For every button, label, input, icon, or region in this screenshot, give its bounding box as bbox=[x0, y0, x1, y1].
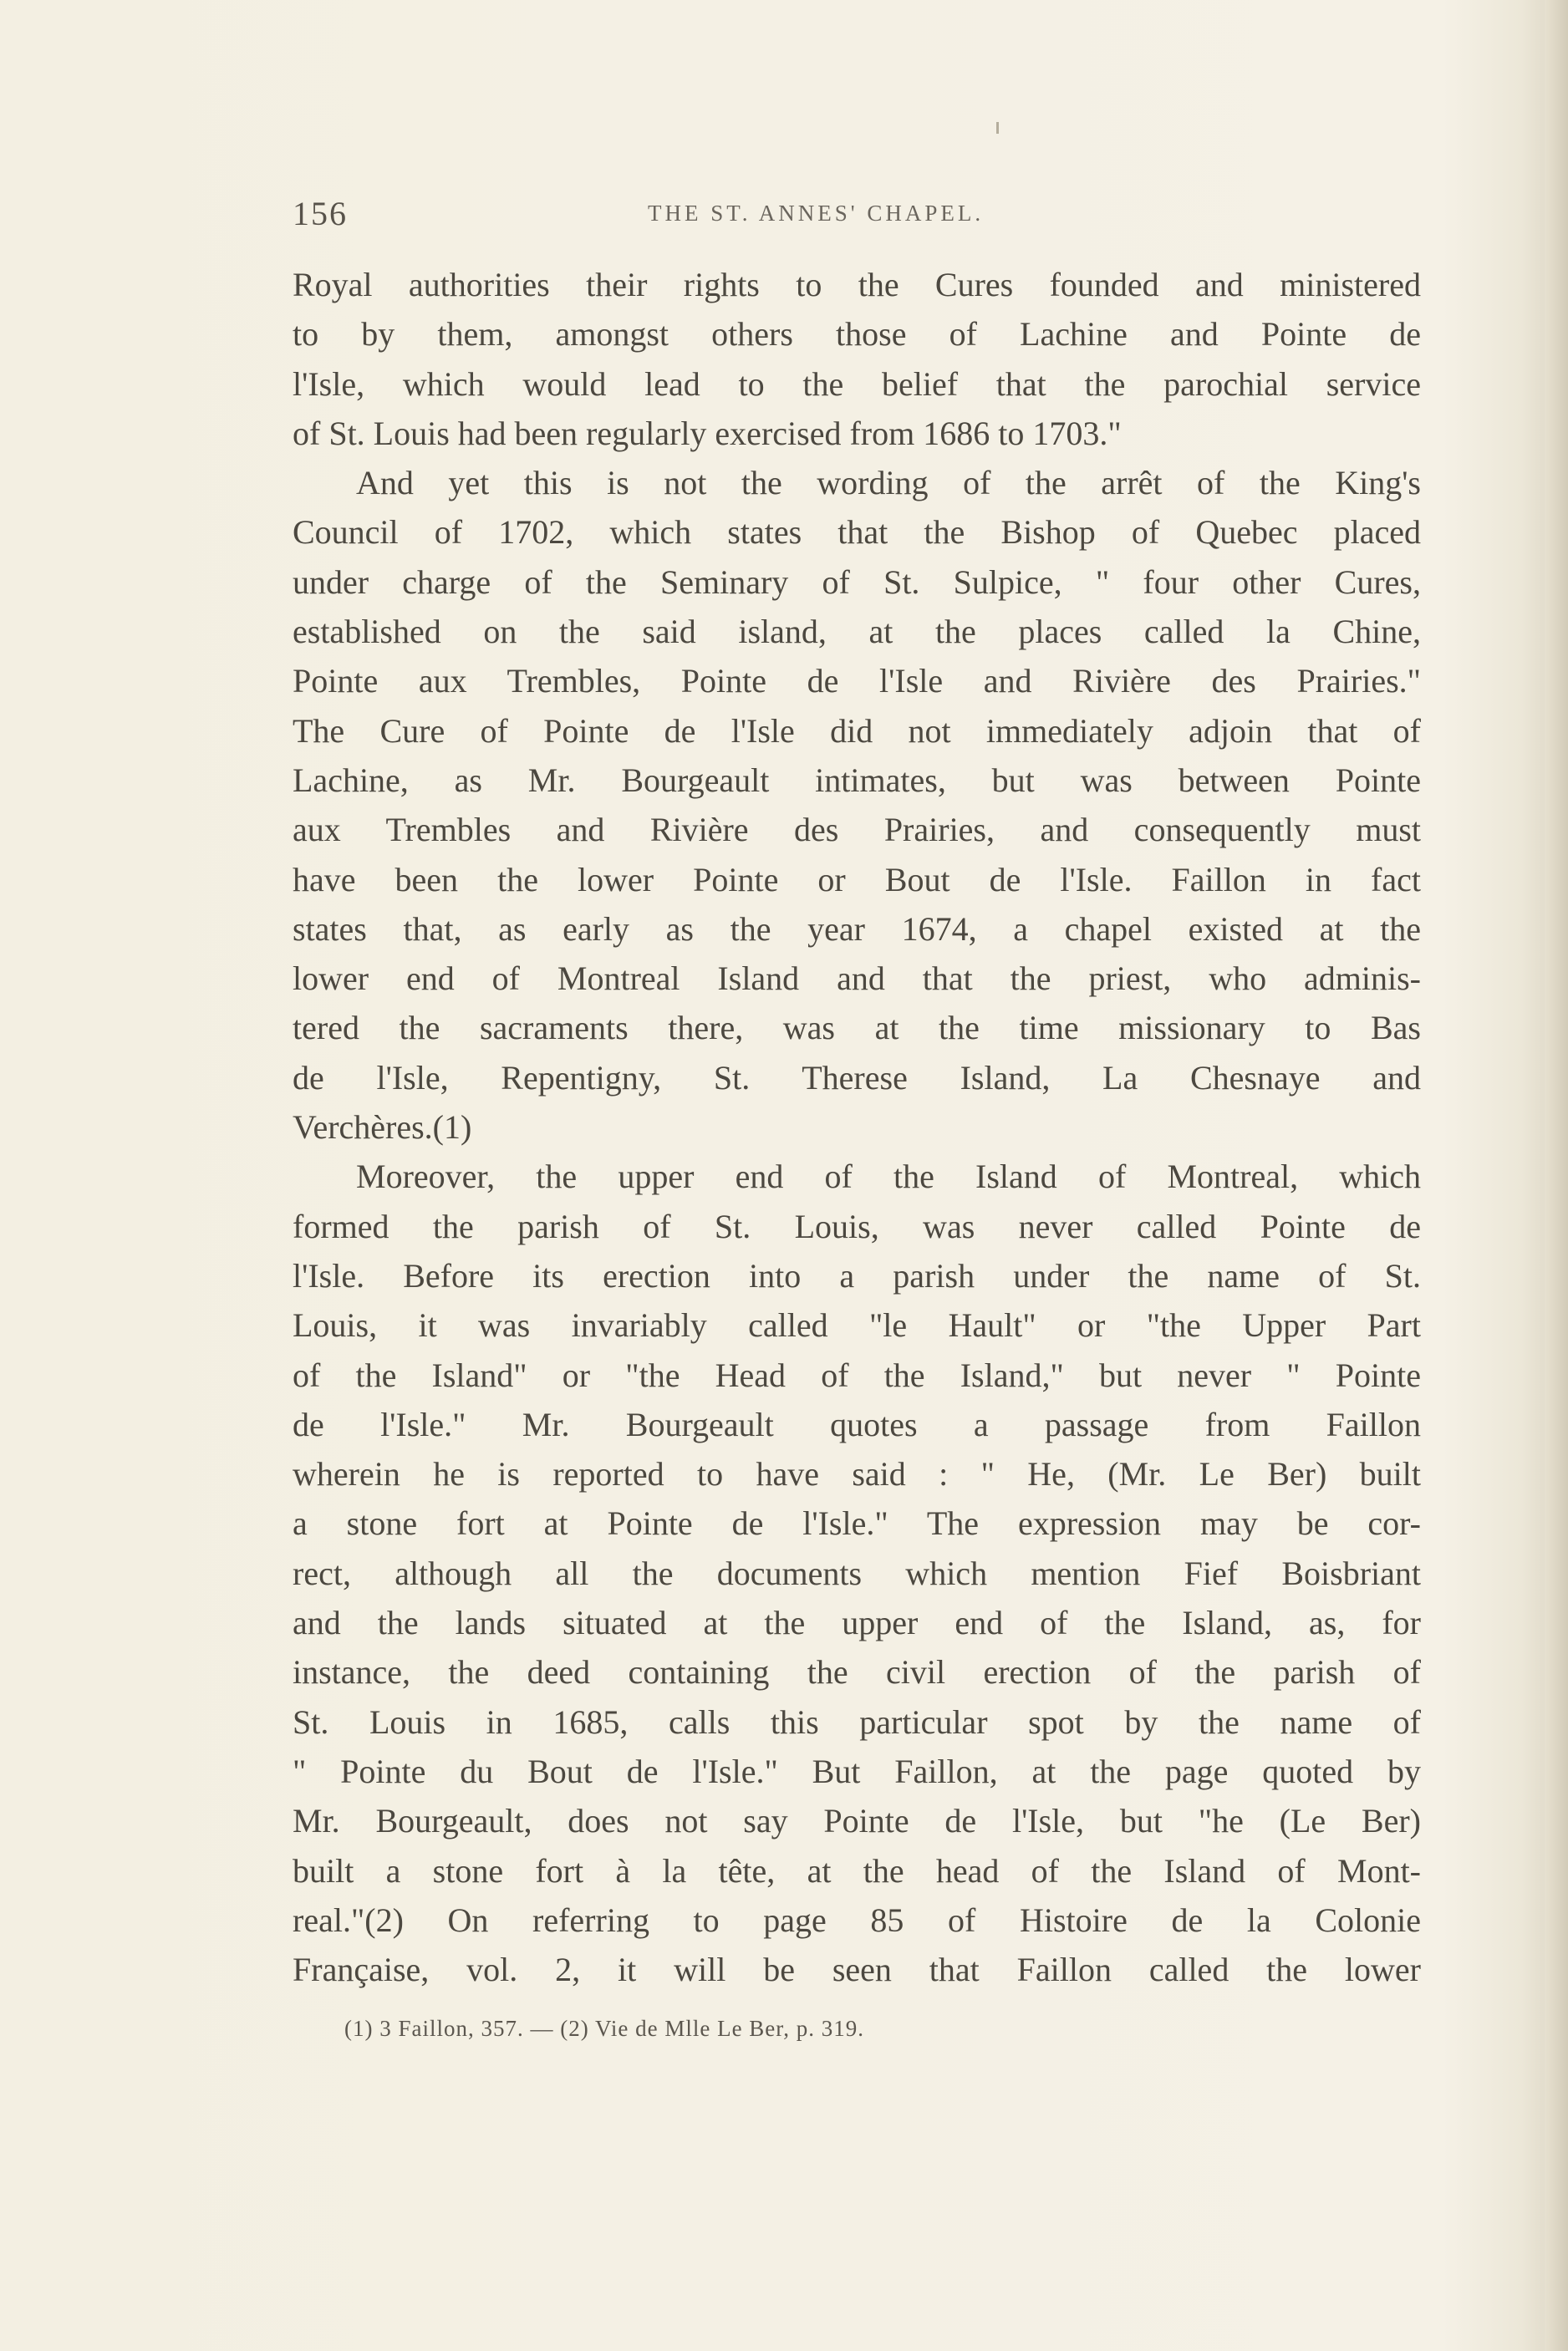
text-line: wherein he is reported to have said : " He, (Mr. Le Ber) built bbox=[293, 1455, 1421, 1494]
running-title: THE ST. ANNES' CHAPEL. bbox=[648, 201, 985, 226]
text-line: Lachine, as Mr. Bourgeault intimates, but was between Pointe bbox=[293, 761, 1421, 799]
text-line: of St. Louis had been regularly exercised from 1686 to 1703." bbox=[293, 414, 1122, 452]
ink-speck bbox=[996, 122, 999, 134]
text-line: Verchères.(1) bbox=[293, 1108, 472, 1147]
text-line: de l'Isle, Repentigny, St. Therese Island, La Chesnaye and bbox=[293, 1058, 1421, 1097]
text-line: Council of 1702, which states that the Bishop of Quebec placed bbox=[293, 513, 1421, 552]
paragraph-start-line: Moreover, the upper end of the Island of Montreal, which bbox=[356, 1158, 1421, 1196]
page-number: 156 bbox=[293, 195, 348, 232]
text-line: Royal authorities their rights to the Cures founded and ministered bbox=[293, 266, 1421, 303]
text-line: established on the said island, at the places called la Chine, bbox=[293, 613, 1421, 651]
text-line: tered the sacraments there, was at the time missionary to Bas bbox=[293, 1009, 1421, 1047]
body-text bbox=[293, 260, 1421, 1994]
text-line: formed the parish of St. Louis, was never called Pointe de bbox=[293, 1207, 1421, 1245]
text-line: Pointe aux Trembles, Pointe de l'Isle and Rivière des Prairies." bbox=[293, 662, 1421, 700]
text-line: de l'Isle." Mr. Bourgeault quotes a passage from Faillon bbox=[293, 1405, 1421, 1443]
footnotes: (1) 3 Faillon, 357. — (2) Vie de Mlle Le Ber, p. 319. bbox=[344, 2016, 864, 2041]
text-line: Louis, it was invariably called "le Hault" or "the Upper Part bbox=[293, 1306, 1421, 1345]
text-line: rect, although all the documents which mention Fief Boisbriant bbox=[293, 1554, 1421, 1592]
text-line: Mr. Bourgeault, does not say Pointe de l'Isle, but "he (Le Ber) bbox=[293, 1802, 1421, 1840]
text-line: a stone fort at Pointe de l'Isle." The expression may be cor- bbox=[293, 1504, 1421, 1543]
text-line: states that, as early as the year 1674, a chapel existed at the bbox=[293, 909, 1421, 948]
text-line: aux Trembles and Rivière des Prairies, and consequently must bbox=[293, 811, 1421, 849]
text-line: real."(2) On referring to page 85 of Histoire de la Colonie bbox=[293, 1901, 1421, 1939]
text-line: to by them, amongst others those of Lachine and Pointe de bbox=[293, 315, 1421, 354]
text-line: " Pointe du Bout de l'Isle." But Faillon, at the page quoted by bbox=[293, 1752, 1421, 1790]
text-line: Française, vol. 2, it will be seen that Faillon called the lower bbox=[293, 1951, 1421, 1989]
text-line: under charge of the Seminary of St. Sulpice, " four other Cures, bbox=[293, 562, 1421, 601]
text-line: and the lands situated at the upper end of the Island, as, for bbox=[293, 1604, 1421, 1642]
paragraph-start-line: And yet this is not the wording of the arrêt of the King's bbox=[356, 464, 1421, 502]
text-line: have been the lower Pointe or Bout de l'Isle. Faillon in fact bbox=[293, 860, 1421, 898]
text-line: instance, the deed containing the civil erection of the parish of bbox=[293, 1653, 1421, 1692]
text-line: l'Isle, which would lead to the belief that the parochial service bbox=[293, 364, 1421, 403]
page-header bbox=[293, 194, 1425, 236]
text-line: built a stone fort à la tête, at the head of the Island of Mont- bbox=[293, 1851, 1421, 1890]
page-edge bbox=[1545, 0, 1568, 2351]
text-line: St. Louis in 1685, calls this particular spot by the name of bbox=[293, 1702, 1421, 1741]
text-line: The Cure of Pointe de l'Isle did not immediately adjoin that of bbox=[293, 711, 1421, 750]
text-line: l'Isle. Before its erection into a parish under the name of St. bbox=[293, 1256, 1421, 1295]
text-line: lower end of Montreal Island and that the priest, who adminis- bbox=[293, 959, 1421, 998]
text-line: of the Island" or "the Head of the Island," but never " Pointe bbox=[293, 1356, 1421, 1394]
